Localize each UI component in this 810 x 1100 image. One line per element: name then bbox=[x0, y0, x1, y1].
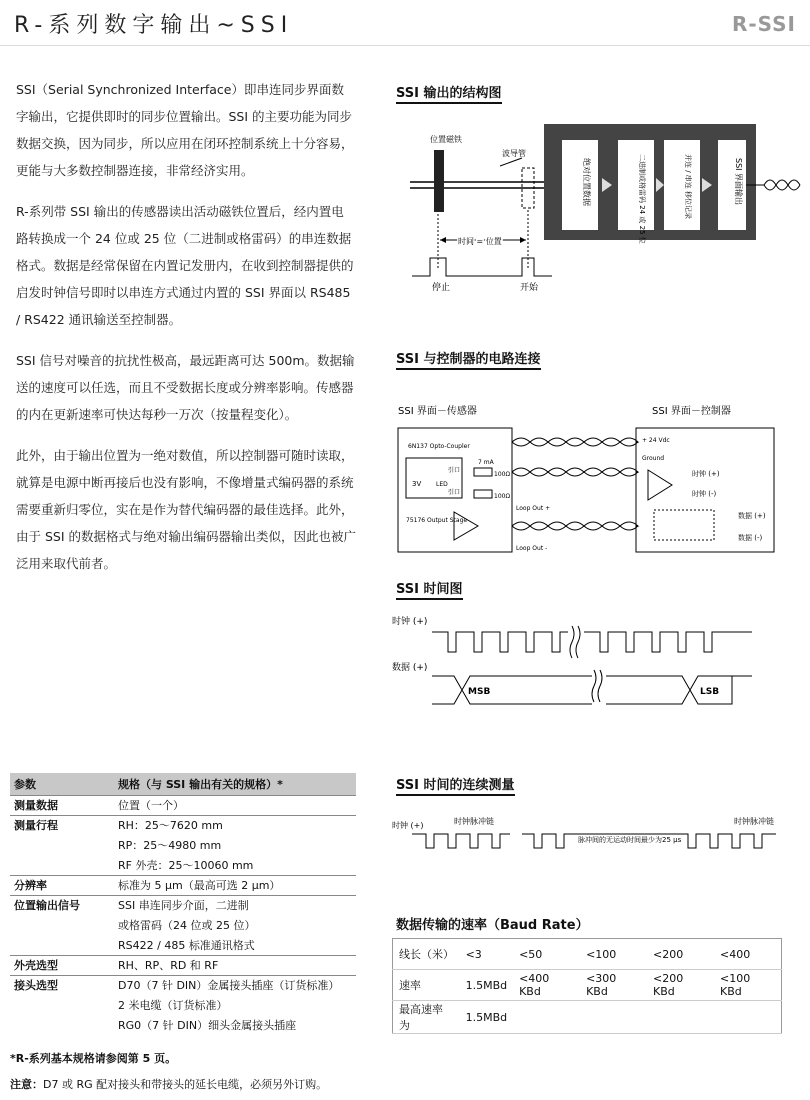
circuit-diagram bbox=[392, 400, 802, 560]
clock-minus-label: 时钟 (-) bbox=[692, 490, 717, 498]
spec-head-param: 参数 bbox=[10, 773, 114, 795]
sensor-interface-title: SSI 界面－传感器 bbox=[398, 406, 477, 417]
magnet-label: 位置磁铁 bbox=[430, 135, 462, 144]
loop-out-plus: Loop Out + bbox=[516, 505, 551, 512]
spec-key: 位置输出信号 bbox=[10, 895, 114, 915]
page-header bbox=[0, 0, 810, 46]
timing-heading: SSI 时间图 bbox=[396, 578, 463, 600]
time-equals-position: 时间 = 位置 bbox=[458, 237, 502, 246]
spec-key: 分辨率 bbox=[10, 875, 114, 895]
lsb-label: LSB bbox=[700, 687, 720, 697]
pause-label: 脉冲间的无运动时间最少为25 μs bbox=[578, 836, 682, 844]
page-title: R-系列数字输出~SSI bbox=[14, 13, 294, 38]
start-label: 开始 bbox=[520, 283, 539, 293]
intro-paragraph-4: 此外，由于输出位置为一绝对数值，所以控制器可随时读取，就算是电源中断再接后也没有影响，不像增量式编码器的系统需要重新归零位，实在是作为替代编码器的最佳选择。此外，由于 SSI 的数据格式与绝对输出编码器输出类似，因此也被广泛用来取代前者。 bbox=[16, 448, 357, 571]
box-absolute-position: 绝对位置数据 bbox=[582, 158, 591, 206]
baud-table bbox=[392, 938, 782, 1034]
spec-value: SSI 串连同步介面，二进制 bbox=[114, 895, 356, 915]
continuous-heading: SSI 时间的连续测量 bbox=[396, 774, 515, 796]
r1-label: 引口 bbox=[448, 467, 461, 474]
spec-value: 位置（一个） bbox=[114, 795, 356, 815]
supply-label: + 24 Vdc bbox=[642, 437, 670, 444]
spec-value: RG0（7 针 DIN）细头金属接头插座 bbox=[118, 1019, 297, 1032]
spec-value: 或格雷码（24 位或 25 位） bbox=[118, 919, 256, 932]
msb-label: MSB bbox=[468, 687, 491, 697]
voltage-label: 3V bbox=[412, 480, 422, 488]
box-shift-register: 并连 / 串连 移位记录 bbox=[684, 154, 692, 220]
intro-paragraph-2: R-系列带 SSI 输出的传感器读出活动磁铁位置后，经内置电路转换成一个 24 位或 25 位（二进制或格雷码）的串连数据格式。数据是经常保留在内置记发册内，在收到控制器提供的启发时钟信号即时以串连方式通过内置的 SSI 界面以 RS485 / RS422 通讯输送至控制器。 bbox=[16, 204, 354, 327]
spec-value: RF 外壳：25～10060 mm bbox=[118, 858, 254, 872]
baud-heading: 数据传输的速率（Baud Rate） bbox=[396, 918, 589, 933]
timing-clock-label: 时钟 (+) bbox=[392, 617, 428, 627]
circuit-heading: SSI 与控制器的电路连接 bbox=[396, 348, 541, 370]
box-binary-gray: 二进制或格雷码 24 或 25 位 bbox=[638, 154, 646, 244]
intro-paragraph-3: SSI 信号对噪音的抗扰性极高，最远距离可达 500m。数据输送的速度可以任选，而且不受数据长度或分辨率影响。传感器的内在更新速率可快达每秒一万次（按量程变化）。 bbox=[16, 353, 355, 422]
intro-paragraph-1: SSI（Serial Synchronized Interface）即串连同步界面数字输出，它提供即时的同步位置输出。SSI 的主要功能为同步数据交换，因为同步，所以应用在闭环控制系统上十分容易，更能与大多数控制器连接，非常经济实用。 bbox=[16, 82, 354, 178]
data-plus-label: 数据 (+) bbox=[738, 512, 766, 520]
structure-diagram bbox=[392, 110, 802, 300]
spec-value: RH：25～7620 mm bbox=[114, 815, 356, 835]
spec-value: RP：25～4980 mm bbox=[118, 839, 222, 852]
position-magnet bbox=[434, 150, 444, 212]
stop-label: 停止 bbox=[432, 283, 451, 293]
spec-footnote: *R-系列基本规格请参阅第 5 页。 bbox=[10, 1052, 177, 1065]
section-tag: R-SSI bbox=[731, 12, 796, 36]
data-minus-label: 数据 (-) bbox=[738, 534, 763, 542]
spec-value: RH、RP、RD 和 RF bbox=[114, 955, 356, 975]
intro-text bbox=[16, 76, 356, 591]
spec-value: RS422 / 485 标准通讯格式 bbox=[118, 938, 255, 952]
table-row: 最高速率为 1.5MBd bbox=[393, 1001, 782, 1034]
loop-out-minus: Loop Out - bbox=[516, 545, 548, 552]
spec-value: 2 米电缆（订货标准） bbox=[118, 999, 228, 1012]
spec-key: 测量数据 bbox=[10, 795, 114, 815]
box-ssi-output: SSI 界面输出 bbox=[734, 158, 743, 206]
pulse-train-2-label: 时钟脉冲链 bbox=[734, 817, 774, 826]
clock-plus-label: 时钟 (+) bbox=[692, 470, 720, 478]
continuous-clock-label: 时钟 (+) bbox=[392, 821, 424, 830]
spec-value: D70（7 针 DIN）金属接头插座（订货标准） bbox=[114, 975, 356, 995]
output-stage-label: 75176 Output Stage bbox=[406, 517, 468, 524]
spec-value: 标准为 5 μm（最高可选 2 μm） bbox=[114, 875, 356, 895]
warning-text: D7 或 RG 配对接头和带接头的延长电缆，必须另外订购。 bbox=[43, 1078, 328, 1091]
structure-heading: SSI 输出的结构图 bbox=[396, 82, 502, 104]
spec-warning bbox=[10, 1076, 327, 1092]
spec-key: 外壳选型 bbox=[10, 955, 114, 975]
r2-label: 引口 bbox=[448, 489, 461, 496]
table-row: 速率 1.5MBd <400 KBd <300 KBd <200 KBd <100 KBd bbox=[393, 970, 782, 1001]
table-row: 线长（米） <3 <50 <100 <200 <400 bbox=[393, 939, 782, 970]
controller-interface-title: SSI 界面－控制器 bbox=[652, 406, 731, 417]
spec-key: 测量行程 bbox=[10, 815, 114, 835]
waveguide-label: 波导管 bbox=[502, 149, 526, 158]
resistor1-label: 100Ω bbox=[494, 471, 511, 478]
led-label: LED bbox=[436, 481, 448, 488]
resistor2-label: 100Ω bbox=[494, 493, 511, 500]
spec-key: 接头选型 bbox=[10, 975, 114, 995]
continuous-diagram bbox=[392, 808, 802, 868]
warning-label: 注意： bbox=[10, 1078, 43, 1091]
spec-table bbox=[10, 773, 356, 1035]
pulse-train-1-label: 时钟脉冲链 bbox=[454, 817, 494, 826]
timing-diagram bbox=[392, 612, 802, 712]
current-label: 7 mA bbox=[478, 459, 494, 466]
timing-data-label: 数据 (+) bbox=[392, 663, 428, 673]
optocoupler-label: 6N137 Opto-Coupler bbox=[408, 443, 470, 450]
spec-head-value: 规格（与 SSI 输出有关的规格）* bbox=[114, 773, 356, 795]
ground-label: Ground bbox=[642, 455, 665, 462]
